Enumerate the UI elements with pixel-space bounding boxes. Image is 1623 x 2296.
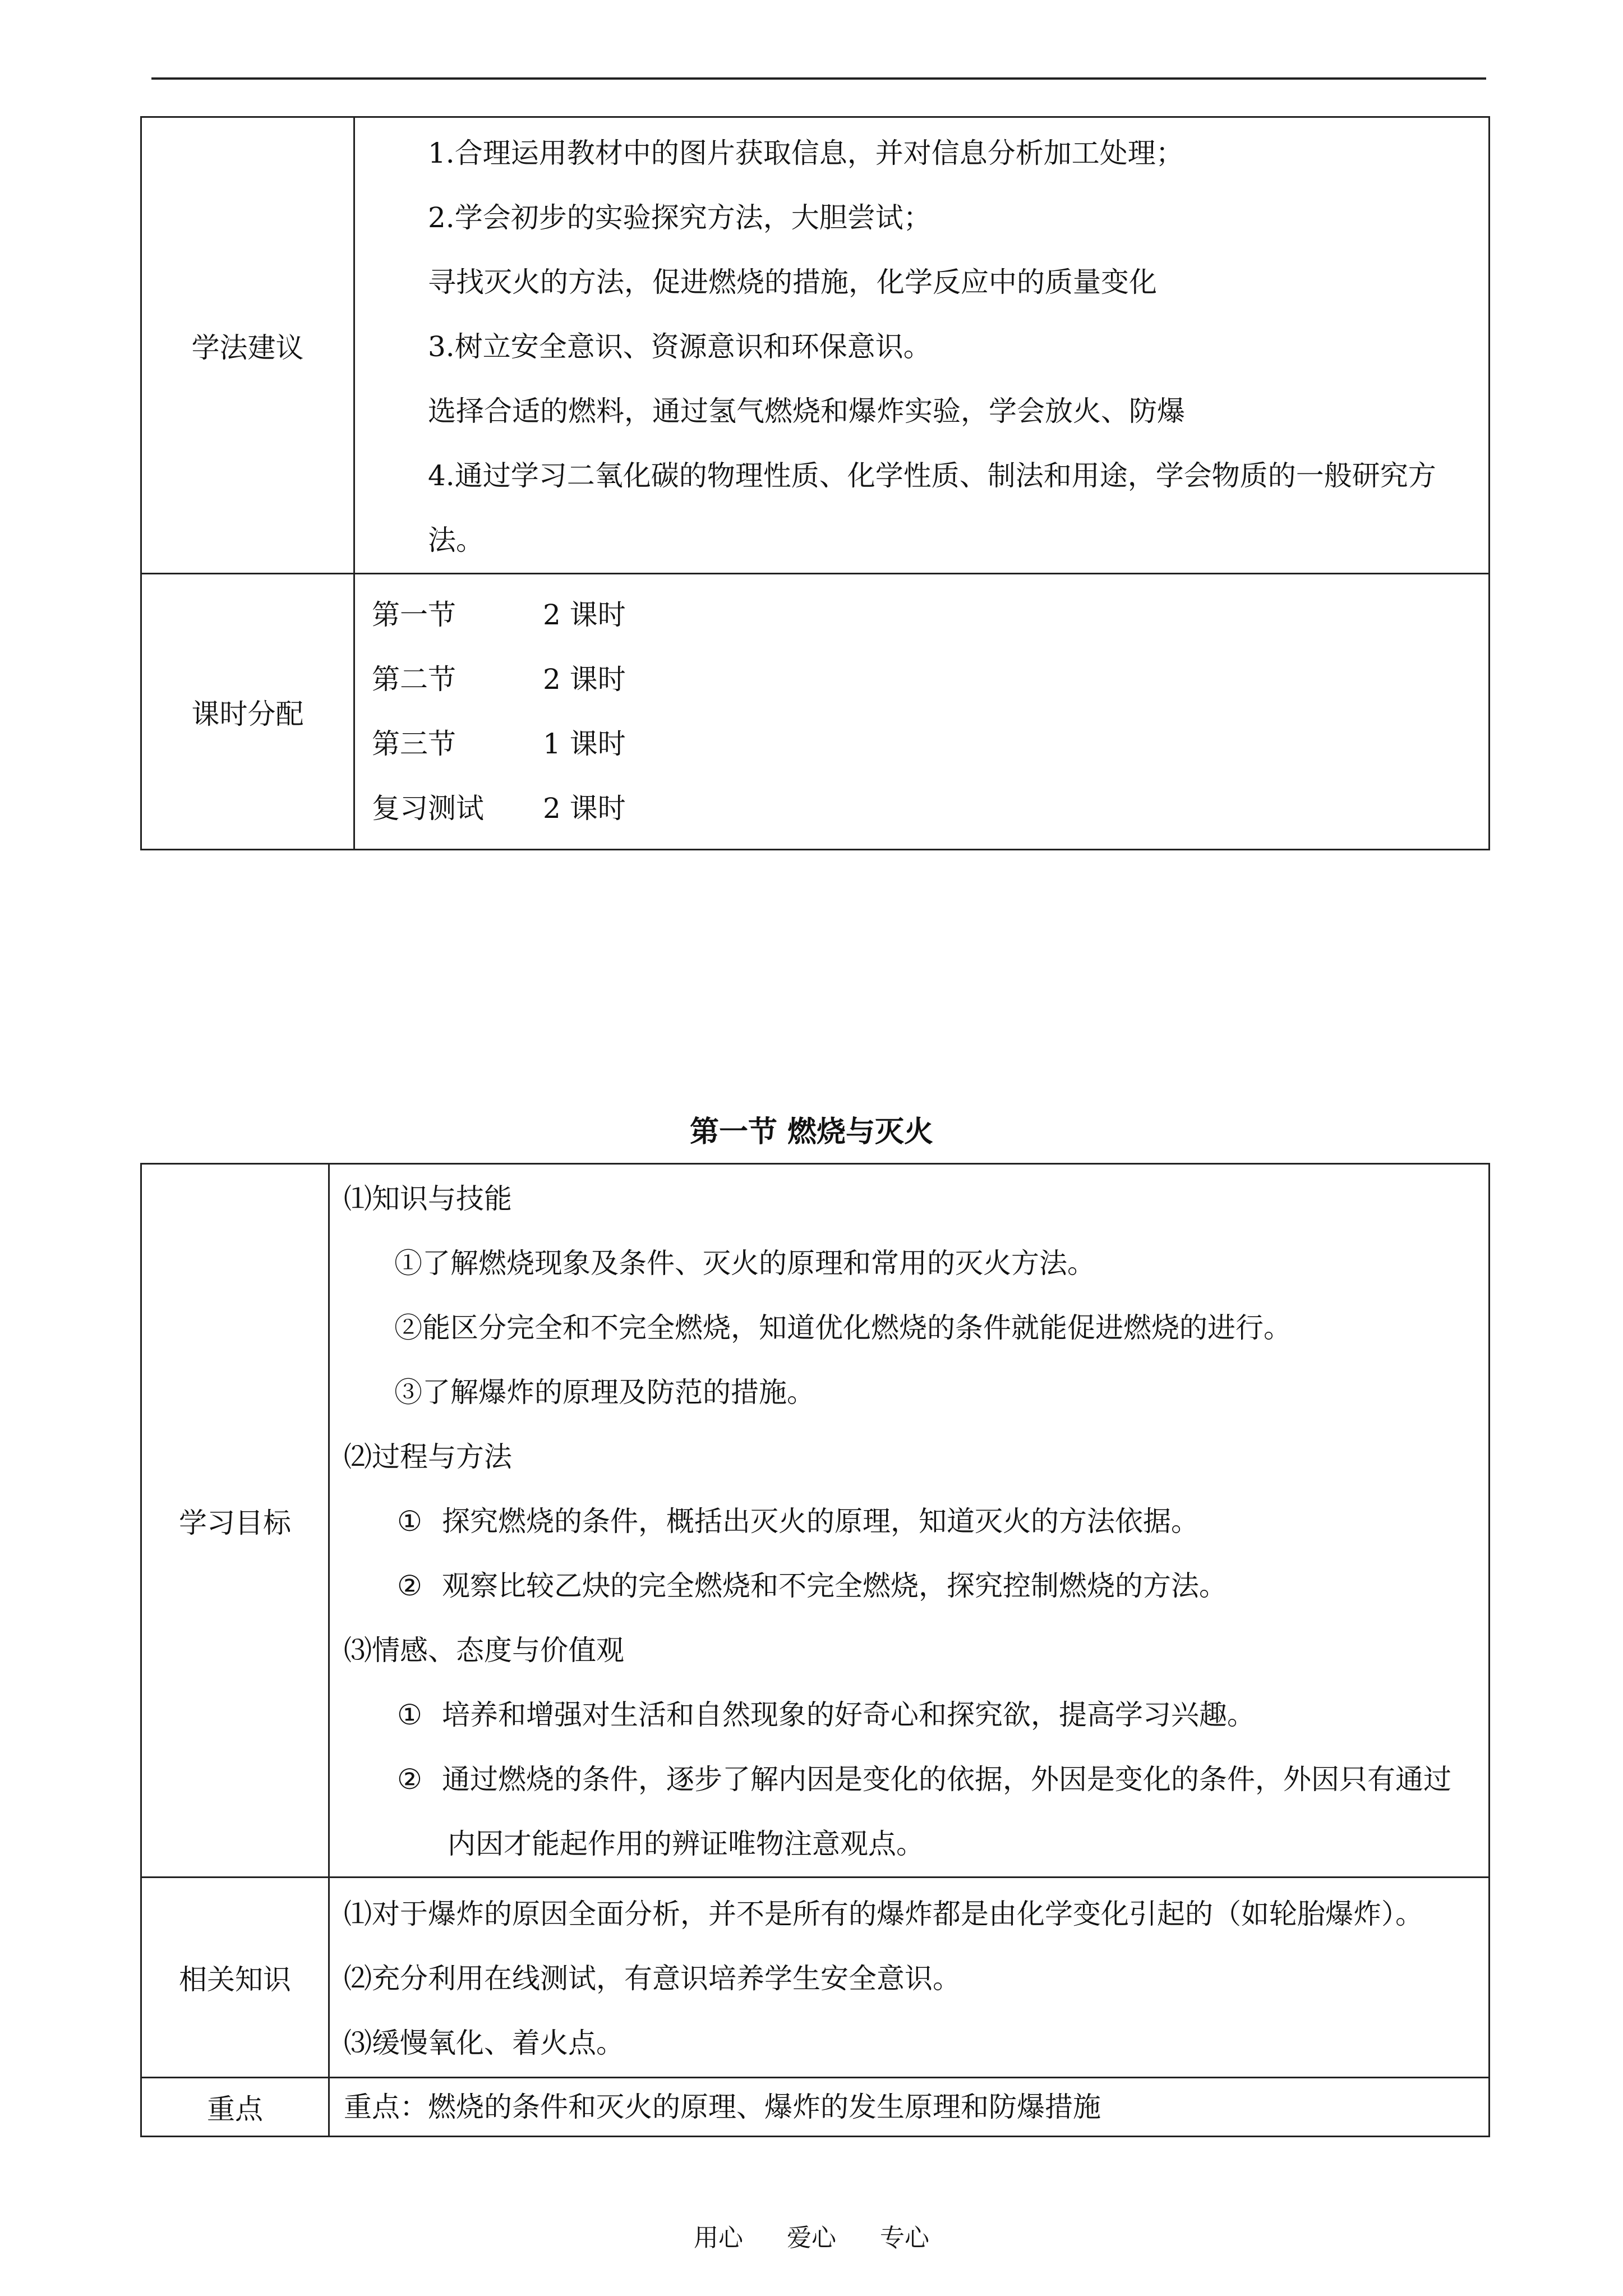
footer-word: 专心 [880, 2224, 929, 2252]
advice-line: 寻找灭火的方法，促进燃烧的措施，化学反应中的质量变化 [428, 266, 1157, 298]
section-hours: 2 课时 [543, 598, 626, 631]
header-rule [151, 77, 1486, 80]
learning-objectives-label: 学习目标 [141, 1164, 329, 1878]
knowledge-item: ⑵充分利用在线测试，有意识培养学生安全意识。 [344, 1962, 961, 1995]
related-knowledge-content [329, 1878, 1490, 2078]
item-text: 探究燃烧的条件，概括出灭火的原理，知道灭火的方法依据。 [442, 1505, 1199, 1538]
study-advice-content [354, 117, 1490, 574]
advice-line: 3.树立安全意识、资源意识和环保意识。 [428, 330, 932, 363]
footer-word: 用心 [694, 2224, 743, 2252]
study-advice-label: 学法建议 [141, 117, 354, 574]
study-method-table [140, 116, 1490, 850]
related-knowledge-row [141, 1878, 1490, 2078]
section-name: 第一节 [372, 598, 456, 631]
item-text: 通过燃烧的条件，逐步了解内因是变化的依据，外因是变化的条件，外因只有通过 [442, 1763, 1451, 1796]
objective-item: ③了解爆炸的原理及防范的措施。 [394, 1376, 815, 1409]
objective-heading: ⑶情感、态度与价值观 [344, 1634, 624, 1667]
class-hours-content [354, 574, 1490, 850]
objective-item: ②能区分完全和不完全燃烧，知道优化燃烧的条件就能促进燃烧的进行。 [394, 1312, 1292, 1344]
class-hours-item [372, 712, 1488, 776]
item-text: 培养和增强对生活和自然现象的好奇心和探究欲，提高学习兴趣。 [442, 1699, 1255, 1731]
learning-objectives-content [329, 1164, 1490, 1878]
footer-word: 爱心 [787, 2224, 836, 2252]
section-title: 第一节 燃烧与灭火 [689, 1115, 934, 1149]
advice-line: 1.合理运用教材中的图片获取信息，并对信息分析加工处理； [428, 137, 1184, 169]
advice-line: 法。 [428, 524, 484, 556]
study-advice-row [141, 117, 1490, 574]
section-hours: 1 课时 [543, 727, 626, 760]
objective-item [344, 1554, 1488, 1618]
key-point-content [329, 2078, 1490, 2137]
lesson-plan-table [140, 1163, 1490, 2137]
item-number: ② [397, 1763, 422, 1796]
section-name: 第二节 [372, 662, 456, 696]
item-number: ② [397, 1570, 422, 1602]
class-hours-item [372, 647, 1488, 712]
class-hours-row [141, 574, 1490, 850]
class-hours-item [372, 583, 1488, 647]
item-number: ① [397, 1505, 422, 1538]
key-point-text: 重点：燃烧的条件和灭火的原理、爆炸的发生原理和防爆措施 [344, 2091, 1101, 2123]
knowledge-item: ⑴对于爆炸的原因全面分析，并不是所有的爆炸都是由化学变化引起的（如轮胎爆炸）。 [344, 1897, 1423, 1930]
advice-line: 选择合适的燃料，通过氢气燃烧和爆炸实验，学会放火、防爆 [428, 395, 1185, 427]
objective-item-continued: 内因才能起作用的辨证唯物注意观点。 [448, 1828, 924, 1860]
section-hours: 2 课时 [543, 662, 626, 696]
section-name: 复习测试 [372, 792, 484, 825]
item-number: ① [397, 1699, 422, 1731]
objective-item [344, 1489, 1488, 1554]
learning-objectives-row [141, 1164, 1490, 1878]
objective-item [344, 1747, 1488, 1812]
objective-heading: ⑴知识与技能 [344, 1182, 512, 1215]
objective-heading: ⑵过程与方法 [344, 1441, 512, 1473]
key-point-label: 重点 [141, 2078, 329, 2137]
key-point-row [141, 2078, 1490, 2137]
section-name: 第三节 [372, 727, 456, 760]
advice-line: 2.学会初步的实验探究方法，大胆尝试； [428, 201, 932, 234]
class-hours-item [372, 776, 1488, 841]
objective-item: ①了解燃烧现象及条件、灭火的原理和常用的灭火方法。 [394, 1247, 1095, 1280]
item-text: 观察比较乙炔的完全燃烧和不完全燃烧，探究控制燃烧的方法。 [442, 1570, 1227, 1602]
class-hours-label: 课时分配 [141, 574, 354, 850]
objective-item [344, 1683, 1488, 1747]
knowledge-item: ⑶缓慢氧化、着火点。 [344, 2026, 624, 2059]
related-knowledge-label: 相关知识 [141, 1878, 329, 2078]
section-hours: 2 课时 [543, 792, 626, 825]
advice-line: 4.通过学习二氧化碳的物理性质、化学性质、制法和用途，学会物质的一般研究方 [428, 459, 1436, 492]
page-footer [0, 2217, 1623, 2253]
